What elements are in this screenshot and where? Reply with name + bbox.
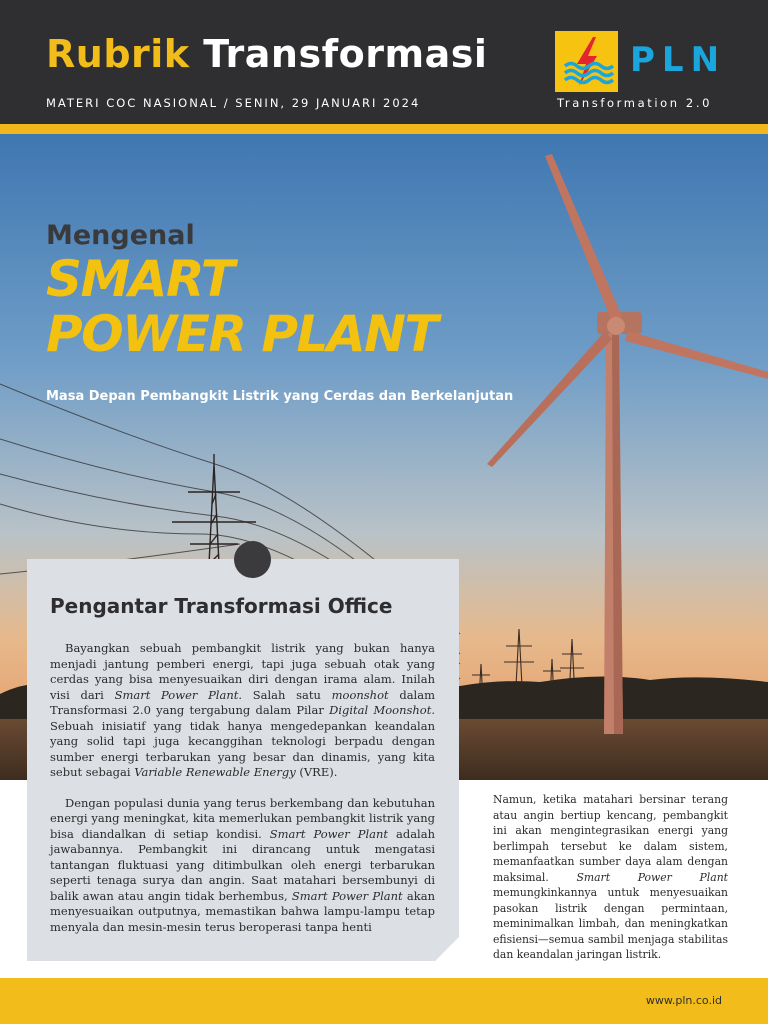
italic-term: moonshot (331, 687, 389, 702)
text-run: Dengan populasi dunia yang terus berkembang dan kebutuhan energi yang meningkat, kita memerlukan pembangkit listrik yang bisa diandalkan di setiap kondisi. (50, 795, 435, 841)
hero-headline (46, 252, 437, 362)
pln-logo-text: PLN (630, 40, 727, 80)
text-run: adalah jawabannya. Pembangkit ini dirancang untuk mengatasi tantangan fluktuasi yang ditimbulkan oleh energi terbarukan seperti tenaga surya dan angin. Saat matahari bersembunyi di balik awan atau angin tidak berhembus, (50, 826, 436, 903)
side-paragraph-1 (493, 792, 728, 963)
italic-term: Smart Power Plant (114, 687, 239, 702)
text-run: Namun, ketika matahari bersinar terang atau angin bertiup kencang, pembangkit ini akan mengintegrasikan energi yang berlimpah tersebut ke dalam sistem, memanfaatkan sumber daya alam dengan maksimal. (493, 793, 728, 884)
italic-term: Digital Moonshot (329, 703, 432, 717)
italic-term: Smart Power Plant (291, 888, 403, 903)
pin-dot-icon (234, 541, 271, 578)
footer-bar (0, 978, 768, 1024)
rubric-title-accent: Rubrik (46, 32, 190, 76)
hero-headline-line1: SMART (46, 250, 234, 308)
text-run: akan menyesuaikan outputnya, memastikan bahwa lampu-lampu tetap menyala dan mesin-mesin terus beroperasi tanpa henti (50, 888, 435, 934)
rubric-title (46, 32, 487, 76)
issue-subtitle: MATERI COC NASIONAL / SENIN, 29 JANUARI 2024 (46, 96, 421, 110)
text-run: Bayangkan sebuah pembangkit listrik yang bukan hanya menjadi jantung pemberi energi, tapi juga sebuah otak yang cerdas yang bisa menyesuaikan diri dengan irama alam. Inilah visi dari (50, 641, 435, 702)
text-run: memungkinkannya untuk menyesuaikan pasokan listrik dengan permintaan, meminimalkan limbah, dan meningkatkan efisiensi—semua sambil menjaga stabilitas dan keandalan jaringan listrik. (493, 886, 728, 961)
italic-term: Variable Renewable Energy (134, 765, 296, 779)
header-tagline: Transformation 2.0 (557, 96, 713, 110)
text-run: . Sebuah inisiatif yang tidak hanya mengedepankan keandalan yang solid tapi juga kecanggihan teknologi berpadu dengan sumber energi terbarukan yang besar dan dinamis, yang kita sebut sebagai (50, 703, 435, 779)
header-bar (0, 0, 768, 124)
italic-term: Smart Power Plant (576, 870, 728, 884)
rubric-title-main: Transformasi (203, 32, 488, 76)
intro-heading: Pengantar Transformasi Office (50, 594, 393, 618)
pln-logo-icon (555, 31, 618, 92)
hero-kicker: Mengenal (46, 220, 195, 251)
text-run: dalam Transformasi 2.0 yang tergabung dalam Pilar (50, 687, 435, 717)
italic-term: Smart Power Plant (269, 826, 389, 841)
footer-url: www.pln.co.id (645, 994, 722, 1007)
intro-paragraph-1 (50, 641, 435, 781)
hero-headline-line2: POWER PLANT (46, 305, 438, 363)
side-column (493, 792, 728, 963)
header-divider (0, 124, 768, 134)
intro-body (50, 641, 435, 950)
intro-paragraph-2 (50, 796, 435, 936)
hero-subheadline: Masa Depan Pembangkit Listrik yang Cerdas dan Berkelanjutan (46, 389, 514, 404)
text-run: . Salah satu (238, 687, 332, 702)
text-run: (VRE). (295, 765, 338, 779)
